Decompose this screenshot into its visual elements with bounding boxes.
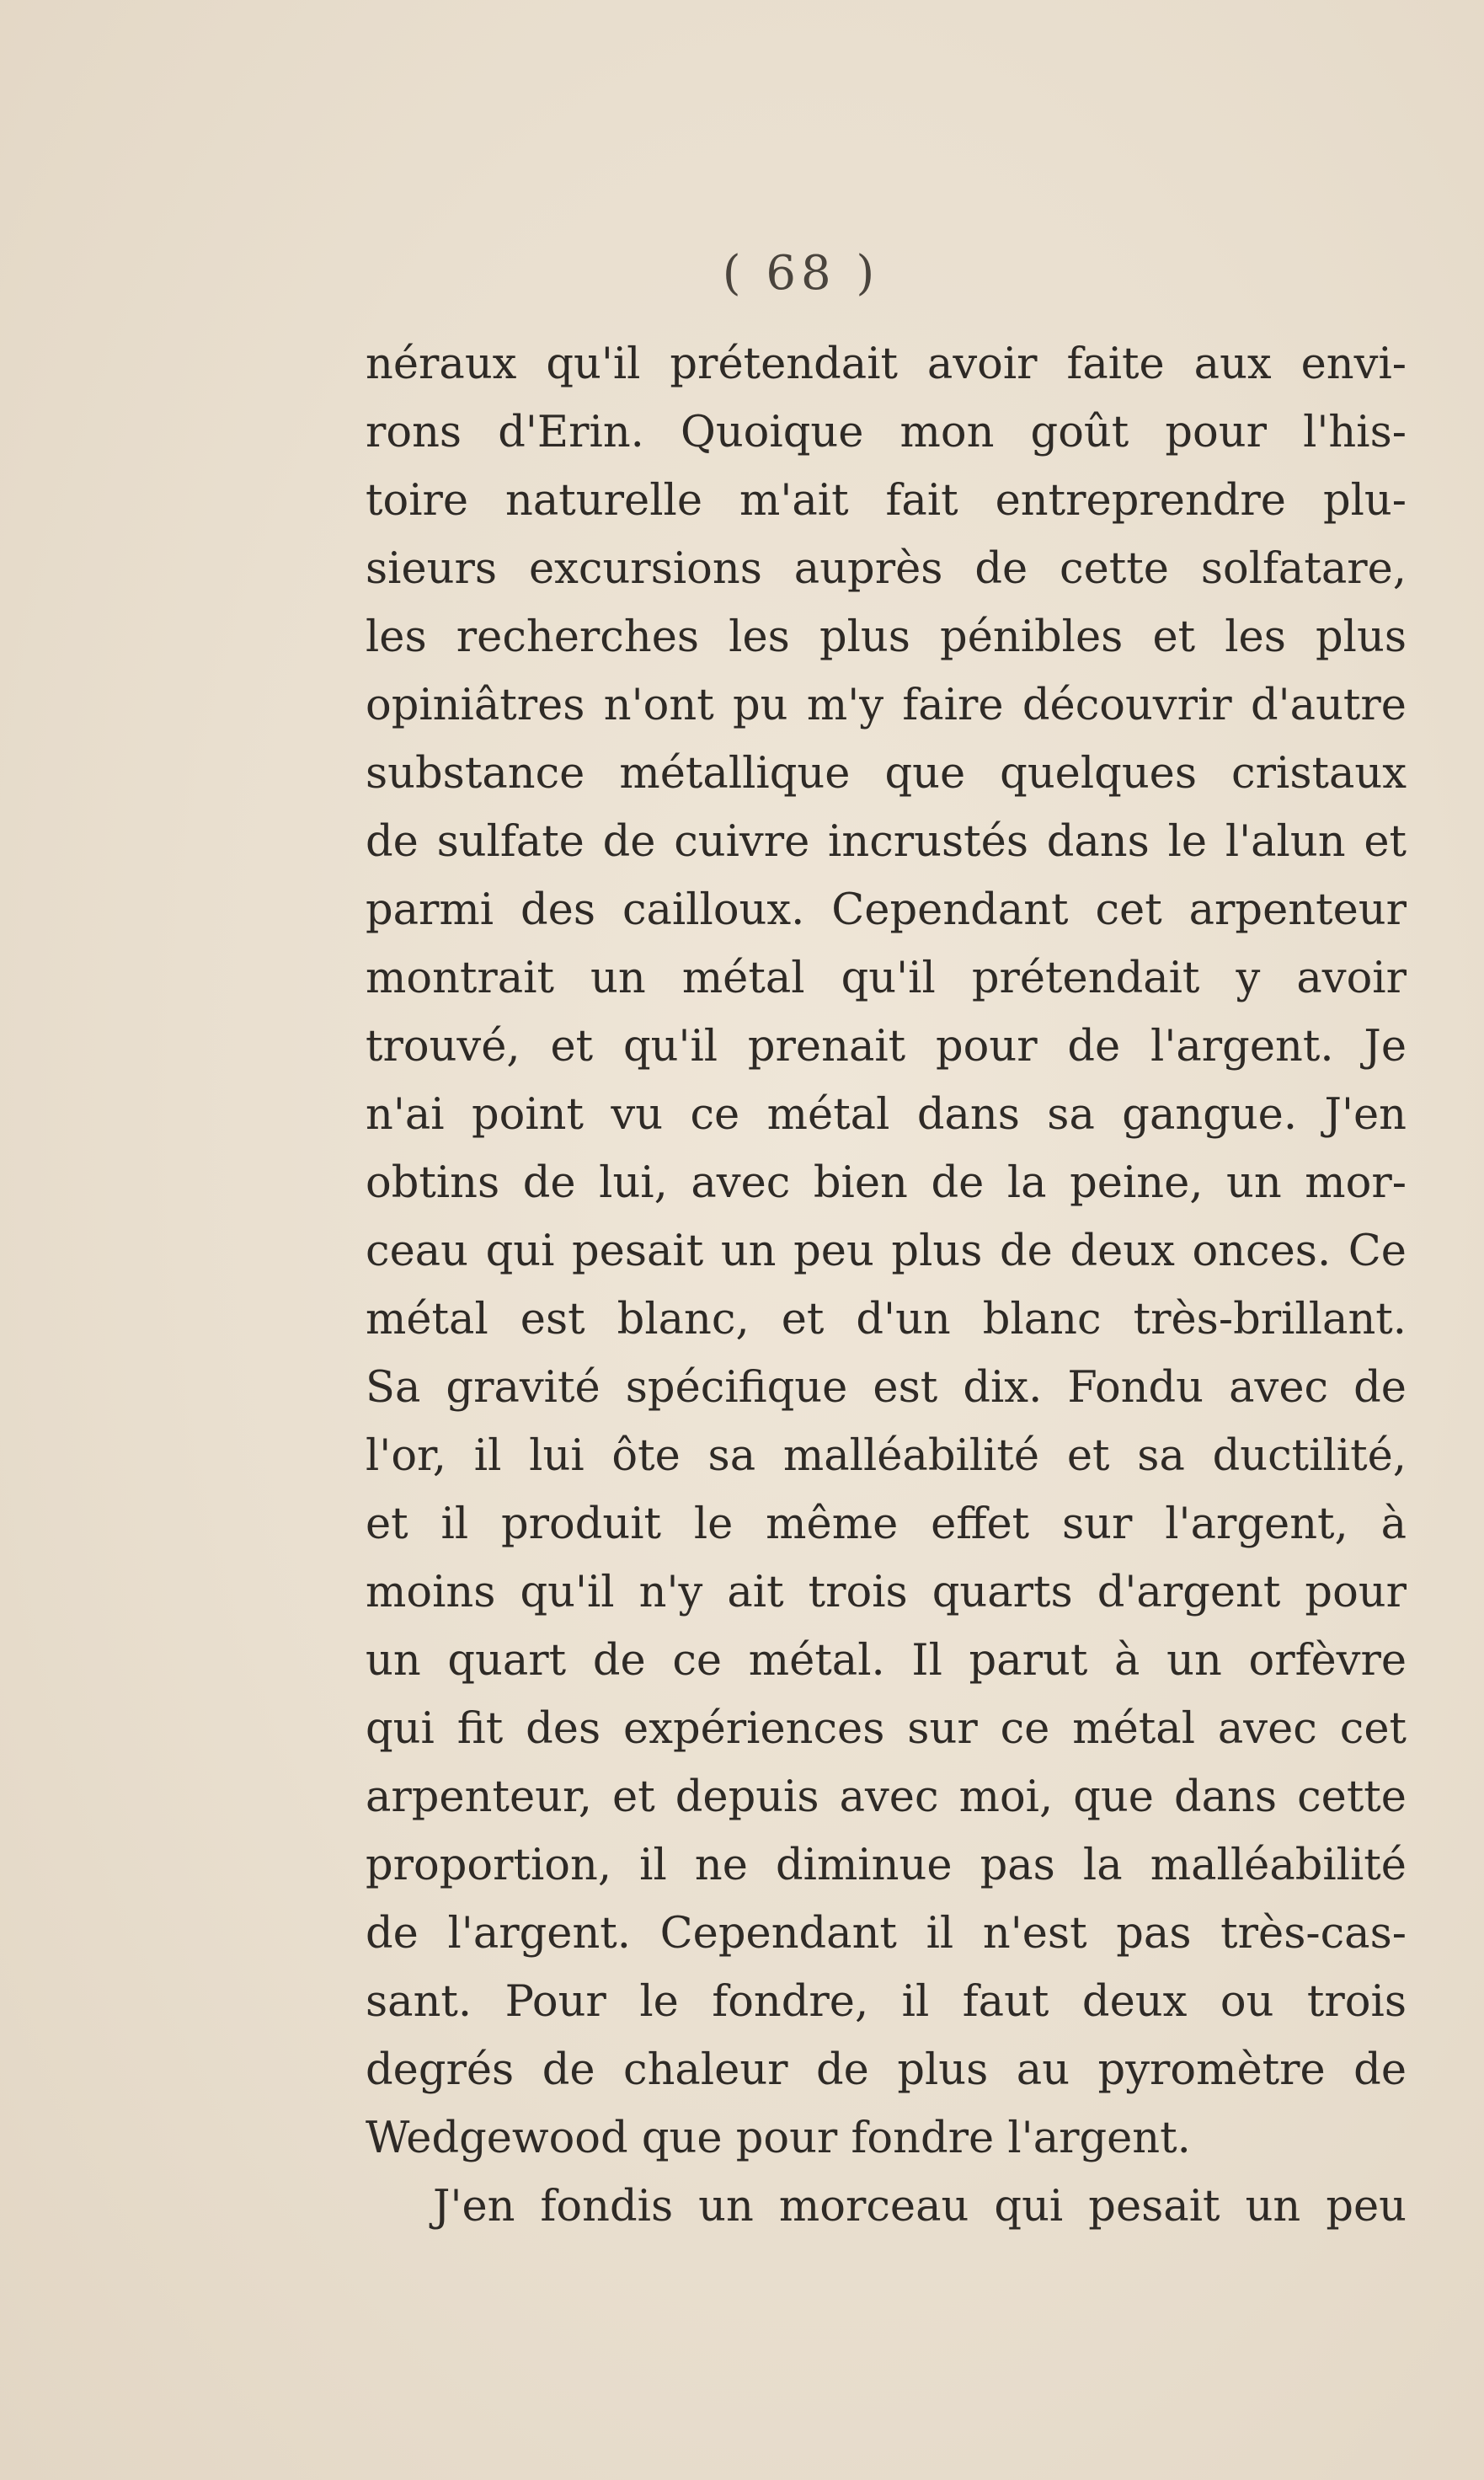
text-line: opiniâtres n'ont pu m'y faire découvrir d'autre: [366, 681, 1407, 730]
text-line: de l'argent. Cependant il n'est pas très-cas-: [366, 1909, 1407, 1959]
text-line: néraux qu'il prétendait avoir faite aux envi-: [366, 339, 1407, 389]
text-line: moins qu'il n'y ait trois quarts d'argent pour: [366, 1568, 1407, 1617]
text-line: n'ai point vu ce métal dans sa gangue. J'en: [366, 1090, 1407, 1140]
text-line: de sulfate de cuivre incrustés dans le l'alun et: [366, 817, 1407, 867]
text-line: proportion, il ne diminue pas la malléabilité: [366, 1841, 1407, 1890]
text-line: qui fit des expériences sur ce métal avec cet: [366, 1704, 1407, 1754]
text-line: parmi des cailloux. Cependant cet arpenteur: [366, 885, 1407, 935]
text-line: un quart de ce métal. Il parut à un orfèvre: [366, 1636, 1407, 1686]
text-line: rons d'Erin. Quoique mon goût pour l'his-: [366, 408, 1407, 457]
text-line: degrés de chaleur de plus au pyromètre de: [366, 2045, 1407, 2095]
text-line: obtins de lui, avec bien de la peine, un mor-: [366, 1158, 1407, 1208]
text-line: arpenteur, et depuis avec moi, que dans cette: [366, 1772, 1407, 1822]
body-text: [366, 330, 1407, 2241]
text-line: toire naturelle m'ait fait entreprendre plu-: [366, 476, 1407, 526]
page-number: ( 68 ): [722, 246, 880, 301]
text-line: ceau qui pesait un peu plus de deux onces. Ce: [366, 1227, 1407, 1276]
text-line: les recherches les plus pénibles et les plus: [366, 612, 1407, 662]
text-line: l'or, il lui ôte sa malléabilité et sa ductilité,: [366, 1431, 1407, 1481]
text-line: substance métallique que quelques cristaux: [366, 749, 1407, 799]
text-line: J'en fondis un morceau qui pesait un peu: [433, 2182, 1407, 2231]
text-line: Sa gravité spécifique est dix. Fondu avec de: [366, 1363, 1407, 1413]
text-line: sieurs excursions auprès de cette solfatare,: [366, 544, 1407, 594]
text-line: métal est blanc, et d'un blanc très-brillant.: [366, 1295, 1407, 1344]
text-line: montrait un métal qu'il prétendait y avoir: [366, 954, 1407, 1003]
text-line: et il produit le même effet sur l'argent, à: [366, 1499, 1407, 1549]
text-line: sant. Pour le fondre, il faut deux ou trois: [366, 1977, 1407, 2027]
text-line: Wedgewood que pour fondre l'argent.: [366, 2114, 1191, 2163]
text-line: trouvé, et qu'il prenait pour de l'argent. Je: [366, 1022, 1407, 1072]
